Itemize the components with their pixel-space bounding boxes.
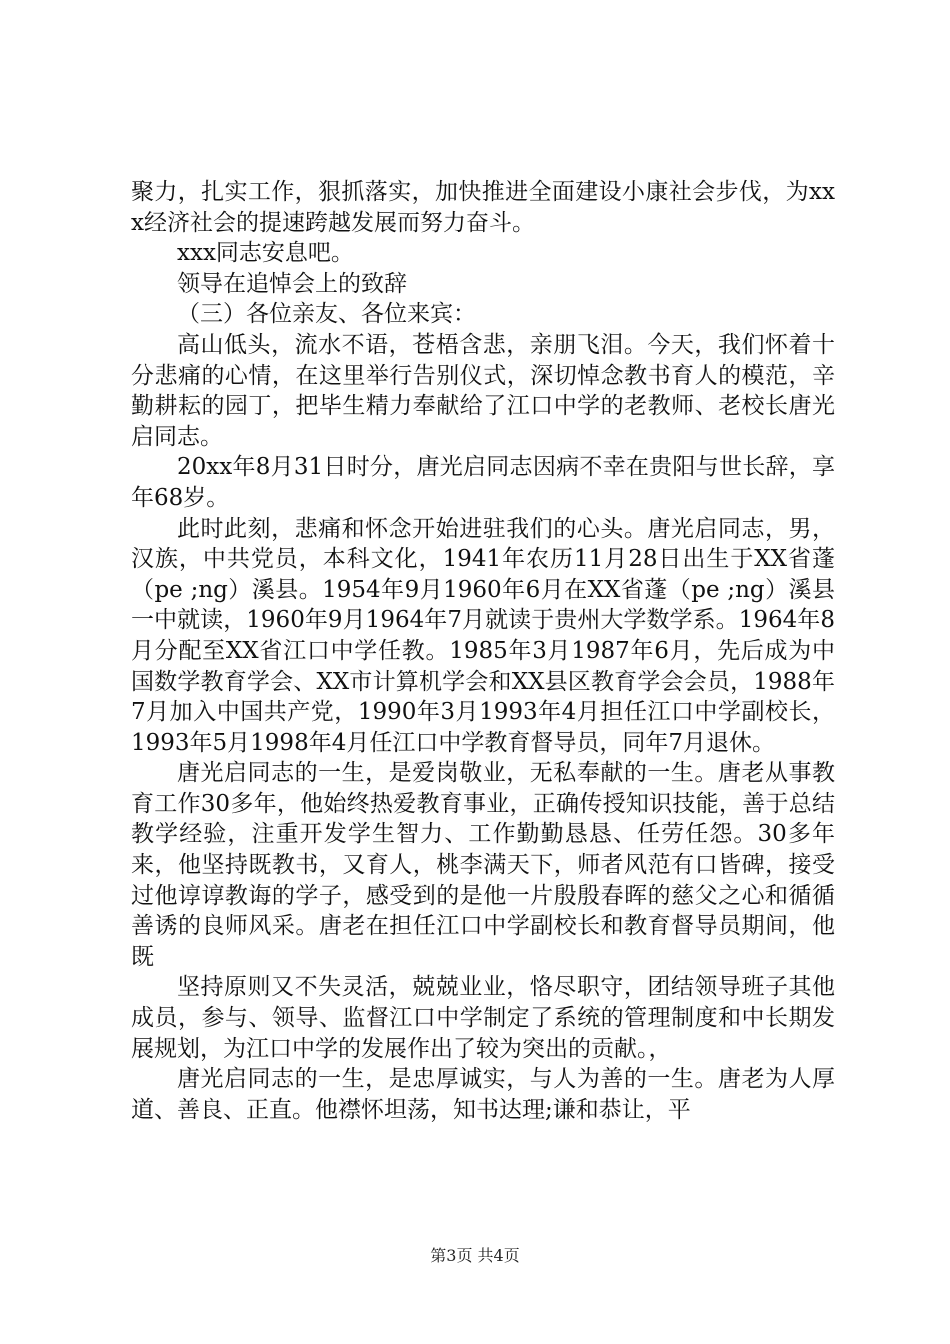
paragraph-6: 20xx年8月31日时分，唐光启同志因病不幸在贵阳与世长辞，享年68岁。 <box>131 454 835 511</box>
paragraph-5: 高山低头，流水不语，苍梧含悲，亲朋飞泪。今天，我们怀着十分悲痛的心情，在这里举行告别仪式，深切悼念教书育人的模范，辛勤耕耘的园丁，把毕生精力奉献给了江口中学的老教师、老校长唐光启同志。 <box>131 331 835 450</box>
paragraph-7: 此时此刻，悲痛和怀念开始进驻我们的心头。唐光启同志，男，汉族，中共党员，本科文化，1941年农历11月28日出生于XX省蓬（pe ;ng）溪县。1954年9月1960年6月在XX省蓬（pe ;ng）溪县一中就读，1960年9月1964年7月就读于贵州大学数学系。1964年8月分配至XX省江口中学任教。1985年3月1987年6月，先后成为中国数学教育学会、XX市计算机学会和XX县区教育学会会员，1988年7月加入中国共产党，1990年3月1993年4月担任江口中学副校长，1993年5月1998年4月任江口中学教育督导员，同年7月退休。 <box>131 515 835 756</box>
paragraph-9: 坚持原则又不失灵活，兢兢业业，恪尽职守，团结领导班子其他成员，参与、领导、监督江口中学制定了系统的管理制度和中长期发展规划，为江口中学的发展作出了较为突出的贡献。， <box>131 974 835 1062</box>
page-number-label: 第3页 共4页 <box>430 1246 520 1265</box>
paragraph-10: 唐光启同志的一生，是忠厚诚实，与人为善的一生。唐老为人厚道、善良、正直。他襟怀坦荡，知书达理;谦和恭让，平 <box>131 1066 835 1123</box>
paragraph-3: 领导在追悼会上的致辞 <box>177 270 407 297</box>
document-body <box>131 177 835 1125</box>
paragraph-2: xxx同志安息吧。 <box>177 240 354 267</box>
paragraph-8: 唐光启同志的一生，是爱岗敬业，无私奉献的一生。唐老从事教育工作30多年，他始终热爱教育事业，正确传授知识技能，善于总结教学经验，注重开发学生智力、工作勤勤恳恳、任劳任怨。30多年来，他坚持既教书，又育人，桃李满天下，师者风范有口皆碑，接受过他谆谆教诲的学子，感受到的是他一片殷殷春晖的慈父之心和循循善诱的良师风采。唐老在担任江口中学副校长和教育督导员期间，他既 <box>131 760 835 970</box>
paragraph-4: （三）各位亲友、各位来宾： <box>177 301 476 328</box>
paragraph-1: 聚力，扎实工作，狠抓落实，加快推进全面建设小康社会步伐，为xxx经济社会的提速跨越发展而努力奋斗。 <box>131 179 835 236</box>
page-footer <box>0 1246 950 1266</box>
